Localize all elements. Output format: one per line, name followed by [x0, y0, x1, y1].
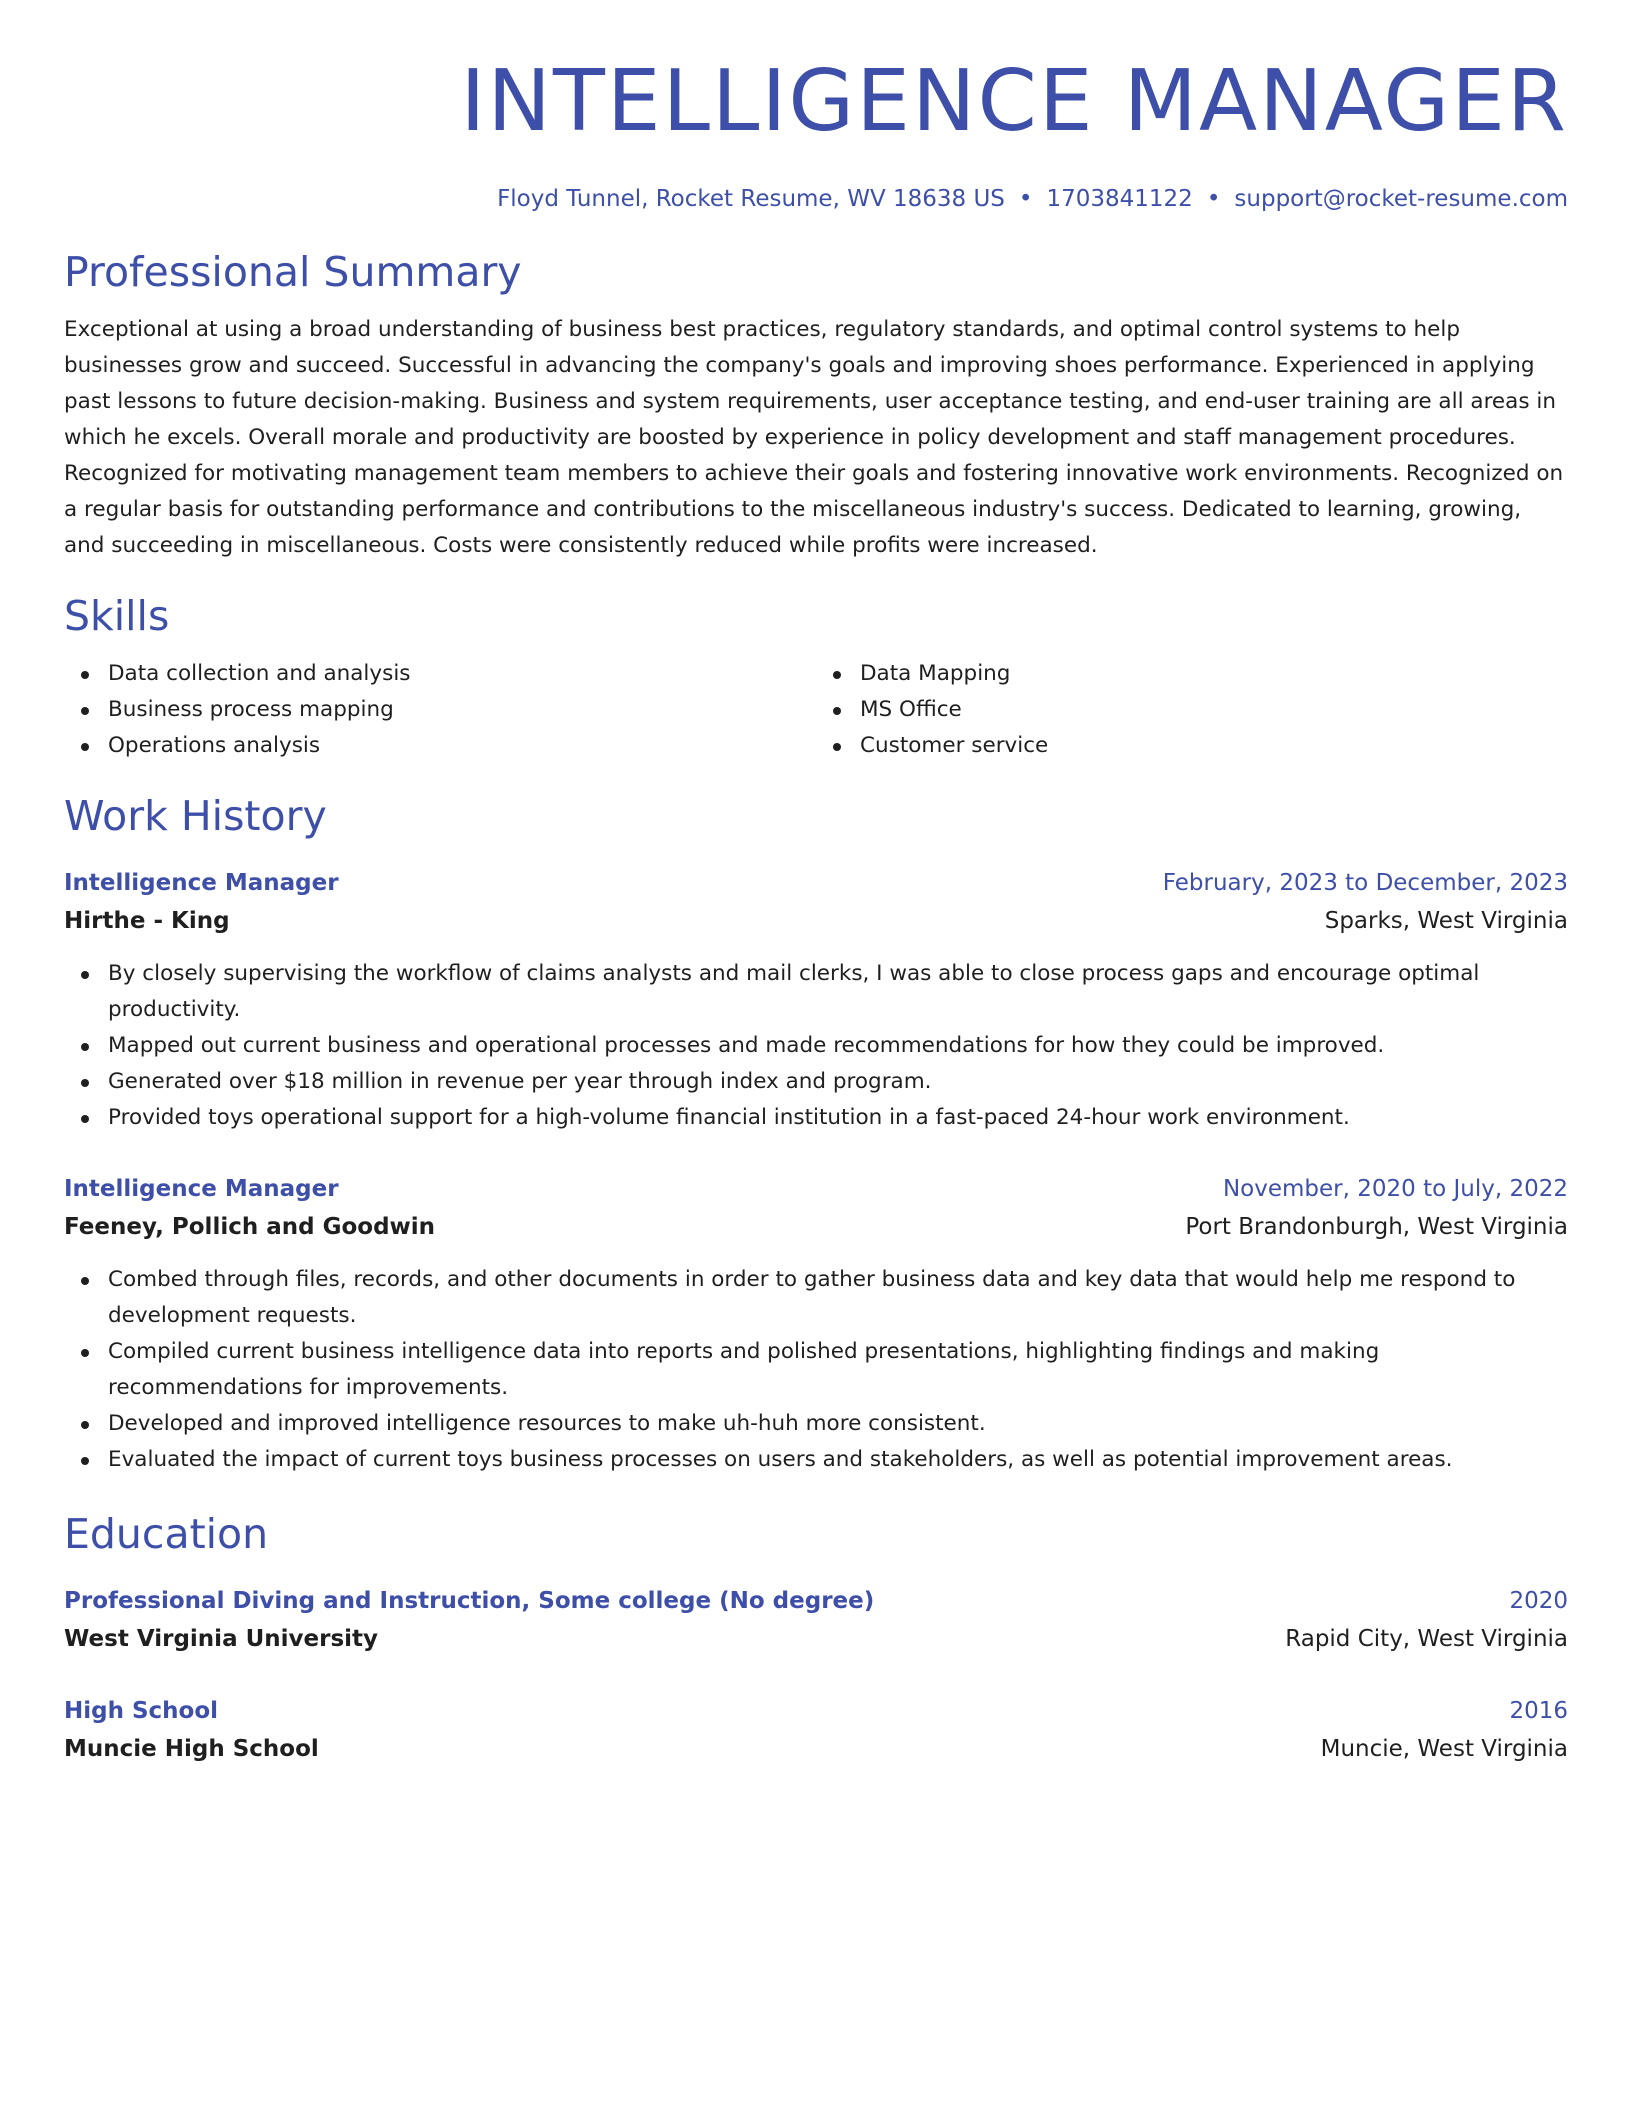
job-subheader [64, 1208, 1568, 1246]
education-entry [64, 1582, 1568, 1658]
education-year: 2016 [1509, 1698, 1568, 1724]
job-bullet: Generated over $18 million in revenue per year through index and program. [108, 1064, 1568, 1100]
job-title: Intelligence Manager [64, 870, 339, 896]
skills-column-left [64, 656, 816, 764]
job-bullets [64, 1262, 1568, 1478]
job-company: Hirthe - King [64, 908, 230, 934]
contact-phone: 1703841122 [1046, 186, 1193, 212]
job-bullet: Evaluated the impact of current toys business processes on users and stakeholders, as well as potential improvement areas. [108, 1442, 1568, 1478]
summary-heading: Professional Summary [64, 248, 522, 296]
job-dates: November, 2020 to July, 2022 [1222, 1176, 1568, 1202]
job-header [64, 864, 1568, 902]
job-entry [64, 864, 1568, 1136]
job-location: Sparks, West Virginia [1324, 908, 1568, 934]
education-degree: High School [64, 1698, 219, 1724]
skills-heading: Skills [64, 592, 170, 640]
job-bullet: By closely supervising the workflow of claims analysts and mail clerks, I was able to close process gaps and encourage optimal productivity. [108, 956, 1568, 1028]
summary-text: Exceptional at using a broad understanding of business best practices, regulatory standards, and optimal control systems to help businesses grow and succeed. Successful in advancing the company's goals and improving shoes performance. Experienced in applying past lessons to future decision-making. Business and system requirements, user acceptance testing, and end-user training are all areas in which he excels. Overall morale and productivity are boosted by experience in policy development and staff management procedures. Recognized for motivating management team members to achieve their goals and fostering innovative work environments. Recognized on a regular basis for outstanding performance and contributions to the miscellaneous industry's success. Dedicated to learning, growing, and succeeding in miscellaneous. Costs were consistently reduced while profits were increased. [64, 317, 1564, 558]
job-title: Intelligence Manager [64, 1176, 339, 1202]
education-heading: Education [64, 1510, 269, 1558]
job-entry [64, 1170, 1568, 1478]
education-subheader [64, 1730, 1568, 1768]
education-location: Rapid City, West Virginia [1285, 1626, 1568, 1652]
job-bullet: Mapped out current business and operational processes and made recommendations for how they could be improved. [108, 1028, 1568, 1064]
education-subheader [64, 1620, 1568, 1658]
education-header [64, 1692, 1568, 1730]
contact-separator: • [1018, 186, 1033, 212]
education-entry [64, 1692, 1568, 1768]
skills-list [64, 656, 1568, 764]
skill-item: MS Office [860, 692, 1568, 728]
job-subheader [64, 902, 1568, 940]
work-history-heading: Work History [64, 792, 327, 840]
job-header [64, 1170, 1568, 1208]
contact-line [64, 182, 1568, 216]
job-bullet: Developed and improved intelligence resources to make uh-huh more consistent. [108, 1406, 1568, 1442]
skill-item: Data Mapping [860, 656, 1568, 692]
skill-item: Business process mapping [108, 692, 816, 728]
contact-email: support@rocket-resume.com [1234, 186, 1568, 212]
job-company: Feeney, Pollich and Goodwin [64, 1214, 436, 1240]
skill-item: Operations analysis [108, 728, 816, 764]
job-bullet: Compiled current business intelligence data into reports and polished presentations, highlighting findings and making recommendations for improvements. [108, 1334, 1568, 1406]
job-location: Port Brandonburgh, West Virginia [1185, 1214, 1568, 1240]
skill-item: Data collection and analysis [108, 656, 816, 692]
education-year: 2020 [1509, 1588, 1568, 1614]
job-bullet: Combed through files, records, and other documents in order to gather business data and key data that would help me respond to development requests. [108, 1262, 1568, 1334]
skill-item: Customer service [860, 728, 1568, 764]
skills-column-right [816, 656, 1568, 764]
education-school: West Virginia University [64, 1626, 379, 1652]
job-bullets [64, 956, 1568, 1136]
job-bullet: Provided toys operational support for a high-volume financial institution in a fast-paced 24-hour work environment. [108, 1100, 1568, 1136]
contact-separator: • [1206, 186, 1221, 212]
education-location: Muncie, West Virginia [1320, 1736, 1568, 1762]
contact-address: Floyd Tunnel, Rocket Resume, WV 18638 US [497, 186, 1005, 212]
education-header [64, 1582, 1568, 1620]
education-degree: Professional Diving and Instruction, Some college (No degree) [64, 1588, 875, 1614]
job-dates: February, 2023 to December, 2023 [1162, 870, 1568, 896]
page-title: INTELLIGENCE MANAGER [460, 52, 1568, 151]
education-school: Muncie High School [64, 1736, 319, 1762]
